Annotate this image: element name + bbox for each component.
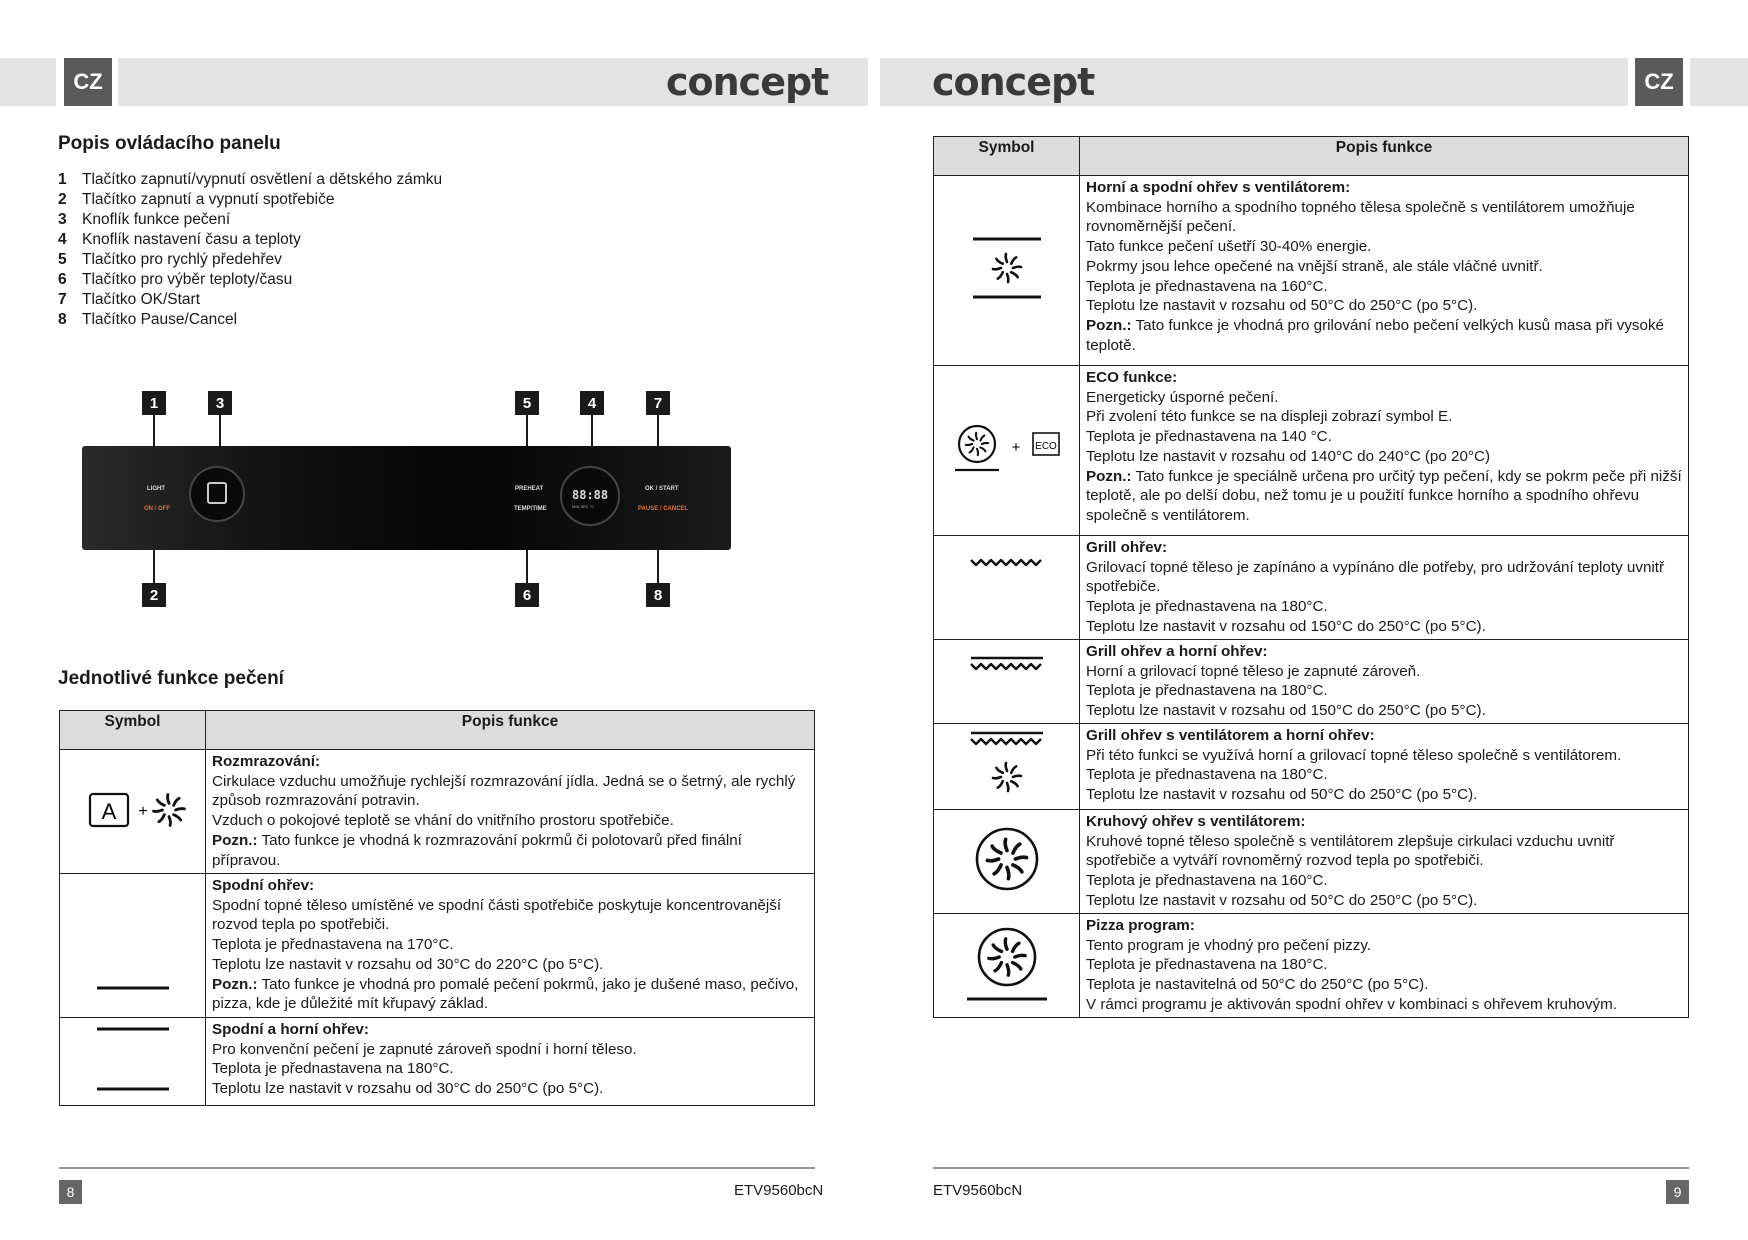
table-row bbox=[60, 874, 815, 1018]
list-label: Tlačítko zapnutí a vypnutí spotřebiče bbox=[82, 191, 335, 208]
grill-symbol bbox=[934, 536, 1080, 640]
table-row bbox=[934, 366, 1689, 536]
list-num: 6 bbox=[58, 271, 67, 288]
function-name: Spodní a horní ohřev: bbox=[212, 1021, 369, 1038]
list-item bbox=[58, 190, 442, 210]
function-line: Teplota je přednastavena na 180°C. bbox=[1086, 598, 1328, 616]
callout-6: 6 bbox=[515, 583, 539, 607]
function-line: Teplota je nastavitelná od 50°C do 250°C (po 5°C). bbox=[1086, 976, 1429, 994]
function-line: Teplotu lze nastavit v rozsahu od 50°C do 250°C (po 5°C). bbox=[1086, 891, 1478, 909]
table-header-row bbox=[60, 711, 815, 750]
functions-table-left bbox=[59, 710, 815, 1106]
table-row bbox=[934, 176, 1689, 366]
callout-4: 4 bbox=[580, 391, 604, 415]
list-num: 8 bbox=[58, 311, 67, 328]
function-line: Teplotu lze nastavit v rozsahu od 30°C do 220°C (po 5°C). bbox=[212, 955, 604, 973]
callout-2: 2 bbox=[142, 583, 166, 607]
callout-5: 5 bbox=[515, 391, 539, 415]
functions-title: Jednotlivé funkce pečení bbox=[58, 668, 284, 689]
function-line: Teplotu lze nastavit v rozsahu od 50°C do 250°C (po 5°C). bbox=[1086, 786, 1478, 804]
function-line: Teplotu lze nastavit v rozsahu od 140°C do 240°C (po 20°C) bbox=[1086, 447, 1491, 465]
function-description bbox=[1080, 176, 1689, 366]
list-item bbox=[58, 310, 442, 330]
bottom-heat-symbol bbox=[60, 874, 206, 1018]
function-line: Teplota je přednastavena na 160°C. bbox=[1086, 277, 1328, 295]
function-name: ECO funkce: bbox=[1086, 369, 1178, 386]
function-name: Pizza program: bbox=[1086, 917, 1195, 934]
fan-top-bottom-symbol bbox=[934, 176, 1080, 366]
function-line: Vzduch o pokojové teplotě se vhání do vnitřního prostoru spotřebiče. bbox=[212, 812, 674, 830]
table-row bbox=[60, 1018, 815, 1106]
function-line: Při zvolení této funkce se na displeji zobrazí symbol E. bbox=[1086, 408, 1453, 426]
function-line: Pro konvenční pečení je zapnuté zároveň spodní i horní těleso. bbox=[212, 1040, 637, 1058]
function-description bbox=[1080, 366, 1689, 536]
list-num: 7 bbox=[58, 291, 67, 308]
country-code-left: CZ bbox=[64, 58, 112, 106]
function-name: Grill ohřev: bbox=[1086, 539, 1168, 556]
list-label: Tlačítko pro výběr teploty/času bbox=[82, 271, 293, 288]
col-header-description: Popis funkce bbox=[206, 711, 815, 750]
pause-cancel-label: PAUSE / CANCEL bbox=[638, 506, 689, 512]
function-line: Teplotu lze nastavit v rozsahu od 150°C do 250°C (po 5°C). bbox=[1086, 702, 1486, 720]
control-panel-title: Popis ovládacího panelu bbox=[58, 133, 281, 154]
function-name: Grill ohřev a horní ohřev: bbox=[1086, 643, 1268, 660]
brand-logo-right: concept bbox=[932, 60, 1095, 104]
country-code-right: CZ bbox=[1635, 58, 1683, 106]
header-bar-right bbox=[1690, 58, 1748, 106]
pizza-symbol bbox=[934, 914, 1080, 1018]
function-line: Spodní topné těleso umístěné ve spodní části spotřebiče poskytuje koncentrovanější rozvod tepla po spotřebiči. bbox=[212, 896, 782, 934]
callout-1: 1 bbox=[142, 391, 166, 415]
function-description bbox=[206, 750, 815, 874]
function-line: Pokrmy jsou lehce opečené na vnější straně, ale stále vláčné uvnitř. bbox=[1086, 257, 1543, 275]
function-name: Rozmrazování: bbox=[212, 753, 321, 770]
grill-top-symbol bbox=[934, 640, 1080, 724]
model-left: ETV9560bcN bbox=[734, 1182, 824, 1199]
list-item bbox=[58, 230, 442, 250]
functions-table-right bbox=[933, 136, 1689, 1018]
control-panel-illustration bbox=[82, 446, 731, 550]
function-line: Teplota je přednastavena na 180°C. bbox=[1086, 766, 1328, 784]
list-item bbox=[58, 210, 442, 230]
controls-list bbox=[58, 170, 442, 330]
function-line: Teplotu lze nastavit v rozsahu od 150°C do 250°C (po 5°C). bbox=[1086, 617, 1486, 635]
function-line: Teplota je přednastavena na 170°C. bbox=[212, 936, 454, 954]
list-item bbox=[58, 250, 442, 270]
col-header-symbol: Symbol bbox=[60, 711, 206, 750]
function-line: Teplotu lze nastavit v rozsahu od 30°C do 250°C (po 5°C). bbox=[212, 1080, 604, 1098]
function-note: Pozn.: Tato funkce je vhodná k rozmrazování pokrmů či polotovarů před finální přípravou. bbox=[212, 831, 742, 869]
time-temp-knob[interactable] bbox=[560, 466, 620, 526]
function-line: Energeticky úsporné pečení. bbox=[1086, 388, 1279, 406]
function-note: Pozn.: Tato funkce je speciálně určena pro určitý typ pečení, kdy se pokrm peče při nižší teplotě, ale po delší dobu, než tomu je u použití funkce horního a spodního ohřevu společně s ventilátorem. bbox=[1086, 467, 1682, 524]
function-line: Cirkulace vzduchu umožňuje rychlejší rozmrazování jídla. Jedná se o šetrný, ale rychlý způsob rozmrazování potravin. bbox=[212, 772, 796, 810]
table-row bbox=[934, 724, 1689, 810]
brand-logo-left: concept bbox=[666, 60, 829, 104]
function-name: Horní a spodní ohřev s ventilátorem: bbox=[1086, 179, 1351, 196]
function-line: Horní a grilovací topné těleso je zapnuté zároveň. bbox=[1086, 662, 1421, 680]
function-name: Kruhový ohřev s ventilátorem: bbox=[1086, 813, 1306, 830]
function-description bbox=[1080, 724, 1689, 810]
eco-symbol bbox=[934, 366, 1080, 536]
table-row bbox=[60, 750, 815, 874]
function-note: Pozn.: Tato funkce je vhodná pro pomalé pečení pokrmů, jako je dušené maso, pečivo, pizza, kde je důležité mít křupavý základ. bbox=[212, 975, 799, 1013]
defrost-symbol bbox=[60, 750, 206, 874]
function-line: Teplotu lze nastavit v rozsahu od 50°C do 250°C (po 5°C). bbox=[1086, 297, 1478, 315]
list-num: 4 bbox=[58, 231, 67, 248]
oven-icon bbox=[207, 482, 227, 504]
temp-time-label: TEMP/TIME bbox=[514, 506, 547, 512]
function-line: Grilovací topné těleso je zapínáno a vypínáno dle potřeby, pro udržování teploty uvnitř spotřebiče. bbox=[1086, 558, 1665, 596]
function-line: Teplota je přednastavena na 180°C. bbox=[1086, 682, 1328, 700]
function-description bbox=[1080, 914, 1689, 1018]
function-description bbox=[1080, 536, 1689, 640]
function-line: Kruhové topné těleso společně s ventilátorem zlepšuje cirkulaci vzduchu uvnitř spotřebiče a vytváří rovnoměrný rozvod tepla po spotřebiči. bbox=[1086, 832, 1615, 870]
model-right: ETV9560bcN bbox=[933, 1182, 1023, 1199]
display-readout: 88:88 bbox=[572, 488, 609, 502]
list-num: 2 bbox=[58, 191, 67, 208]
function-name: Spodní ohřev: bbox=[212, 877, 315, 894]
light-label: LIGHT bbox=[147, 486, 165, 492]
list-item bbox=[58, 290, 442, 310]
function-note: Pozn.: Tato funkce je vhodná pro grilování nebo pečení velkých kusů masa při vysoké teplotě. bbox=[1086, 316, 1664, 354]
callout-3: 3 bbox=[208, 391, 232, 415]
list-label: Tlačítko pro rychlý předehřev bbox=[82, 251, 282, 268]
function-description bbox=[206, 874, 815, 1018]
function-line: Při této funkci se využívá horní a grilovací topné těleso společně s ventilátorem. bbox=[1086, 746, 1622, 764]
function-description bbox=[1080, 810, 1689, 914]
col-header-symbol: Symbol bbox=[934, 137, 1080, 176]
list-num: 5 bbox=[58, 251, 67, 268]
table-header-row bbox=[934, 137, 1689, 176]
grill-fan-top-symbol bbox=[934, 724, 1080, 810]
list-label: Knoflík nastavení času a teploty bbox=[82, 231, 301, 248]
function-line: Teplota je přednastavena na 180°C. bbox=[1086, 956, 1328, 974]
function-line: Teplota je přednastavena na 160°C. bbox=[1086, 872, 1328, 890]
function-line: Tato funkce pečení ušetří 30-40% energie. bbox=[1086, 238, 1372, 256]
footer-line-right bbox=[933, 1167, 1689, 1169]
header-bar-left bbox=[0, 58, 56, 106]
table-row bbox=[934, 810, 1689, 914]
top-bottom-heat-symbol bbox=[60, 1018, 206, 1106]
list-num: 3 bbox=[58, 211, 67, 228]
list-num: 1 bbox=[58, 171, 67, 188]
function-name: Grill ohřev s ventilátorem a horní ohřev: bbox=[1086, 727, 1375, 744]
list-label: Tlačítko zapnutí/vypnutí osvětlení a dětského zámku bbox=[82, 171, 443, 188]
preheat-label: PREHEAT bbox=[515, 486, 544, 492]
on-off-label: ON / OFF bbox=[144, 506, 170, 512]
callout-8: 8 bbox=[646, 583, 670, 607]
table-row bbox=[934, 914, 1689, 1018]
svg-text:+: + bbox=[1011, 438, 1020, 456]
svg-text:A: A bbox=[101, 798, 116, 824]
list-item bbox=[58, 270, 442, 290]
display-units: MIN SEC °C bbox=[572, 504, 595, 509]
col-header-description: Popis funkce bbox=[1080, 137, 1689, 176]
function-line: Kombinace horního a spodního topného tělesa společně s ventilátorem umožňuje rovnoměrnější pečení. bbox=[1086, 198, 1635, 236]
function-line: V rámci programu je aktivován spodní ohřev v kombinaci s ohřevem kruhovým. bbox=[1086, 995, 1617, 1013]
ok-start-label: OK / START bbox=[645, 486, 679, 492]
function-line: Teplota je přednastavena na 180°C. bbox=[212, 1060, 454, 1078]
page-number-left: 8 bbox=[59, 1180, 82, 1204]
svg-text:ECO: ECO bbox=[1034, 440, 1057, 452]
callout-7: 7 bbox=[646, 391, 670, 415]
table-row bbox=[934, 640, 1689, 724]
page-number-right: 9 bbox=[1666, 1180, 1689, 1204]
table-row bbox=[934, 536, 1689, 640]
footer-line-left bbox=[59, 1167, 815, 1169]
list-label: Knoflík funkce pečení bbox=[82, 211, 231, 228]
list-label: Tlačítko Pause/Cancel bbox=[82, 311, 238, 328]
function-line: Teplota je přednastavena na 140 °C. bbox=[1086, 428, 1332, 446]
function-description bbox=[206, 1018, 815, 1106]
list-item bbox=[58, 170, 442, 190]
function-description bbox=[1080, 640, 1689, 724]
function-knob[interactable] bbox=[189, 466, 245, 522]
svg-text:+: + bbox=[137, 802, 148, 820]
function-line: Tento program je vhodný pro pečení pizzy. bbox=[1086, 936, 1372, 954]
ring-heat-fan-symbol bbox=[934, 810, 1080, 914]
list-label: Tlačítko OK/Start bbox=[82, 291, 201, 308]
